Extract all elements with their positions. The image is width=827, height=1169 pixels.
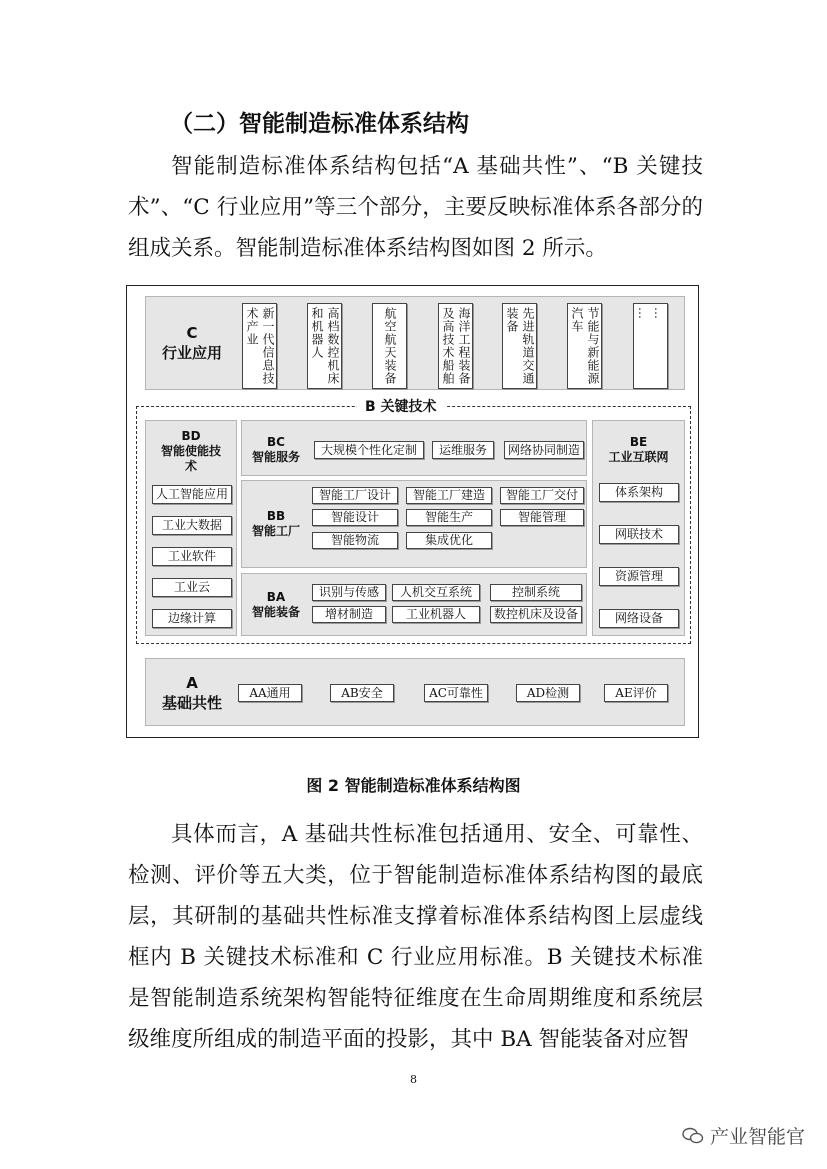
bb-name: 智能工厂 [251, 524, 300, 538]
bb-panel [241, 480, 587, 568]
bd-item: 工业软件 [152, 547, 232, 566]
be-code: BE [629, 435, 648, 449]
c-industry-item-text: 装备 [505, 307, 519, 333]
be-name: 工业互联网 [608, 450, 669, 464]
ba-item: 数控机床及设备 [490, 606, 582, 623]
c-industry-panel [145, 296, 685, 390]
wechat-icon [682, 1127, 704, 1145]
bc-item: 网络协同制造 [504, 441, 584, 459]
c-industry-item-text: … [652, 307, 666, 320]
bd-item: 人工智能应用 [152, 485, 232, 504]
bc-item: 运维服务 [432, 441, 494, 459]
bc-name: 智能服务 [251, 450, 300, 464]
bc-item: 大规模个性化定制 [314, 441, 424, 459]
be-item: 资源管理 [599, 567, 679, 586]
c-industry-item-text: … [636, 307, 650, 320]
bc-panel [241, 420, 587, 476]
bd-item: 边缘计算 [152, 609, 232, 628]
a-code: A [186, 674, 198, 692]
ba-panel [241, 573, 587, 636]
bd-item: 工业大数据 [152, 516, 232, 535]
figure-caption: 图 2 智能制造标准体系结构图 [306, 776, 521, 795]
ba-item: 控制系统 [490, 584, 582, 601]
be-item: 网联技术 [599, 525, 679, 544]
c-industry-item-text: 术产业 [245, 307, 259, 346]
section-heading: （二）智能制造标准体系结构 [170, 111, 469, 137]
bb-item: 智能生产 [406, 509, 492, 526]
bb-item: 智能管理 [500, 509, 584, 526]
bb-item: 智能物流 [312, 532, 398, 549]
a-foundation-panel [145, 658, 685, 726]
c-industry-item-text: 及高技术船舶 [441, 307, 455, 385]
c-industry-item-text: 海洋工程装备 [457, 307, 471, 385]
b-title: B 关键技术 [357, 396, 445, 416]
c-industry-item [372, 303, 407, 389]
watermark [682, 1122, 805, 1149]
c-industry-item-text: 节能与新能源 [586, 307, 600, 385]
c-industry-item-text: 和机器人 [310, 307, 324, 359]
c-code: C [186, 324, 198, 342]
page-number: 8 [410, 1073, 417, 1086]
ba-code: BA [266, 590, 286, 604]
bb-item: 智能工厂设计 [312, 487, 398, 504]
bb-item: 智能设计 [312, 509, 398, 526]
a-item: AB安全 [330, 684, 394, 702]
c-industry-item-text: 航空航天装备 [383, 307, 397, 385]
bb-item: 智能工厂交付 [500, 487, 584, 504]
c-industry-item [633, 303, 668, 389]
be-item: 网络设备 [599, 609, 679, 628]
bb-item: 智能工厂建造 [406, 487, 492, 504]
c-industry-item-text: 汽车 [570, 307, 584, 333]
c-industry-item-text: 新一代信息技 [261, 307, 275, 385]
be-panel [592, 420, 685, 636]
c-industry-item [567, 303, 602, 389]
standards-structure-diagram [126, 285, 699, 738]
bd-panel [145, 420, 237, 636]
c-industry-item [242, 303, 277, 389]
c-industry-item-text: 高档数控机床 [326, 307, 340, 385]
ba-item: 工业机器人 [392, 606, 480, 623]
bc-code: BC [267, 435, 285, 449]
intro-paragraph: 智能制造标准体系结构包括“A 基础共性”、“B 关键技术”、“C 行业应用”等三个部分，主要反映标准体系各部分的组成关系。智能制造标准体系结构图如图 2 所示。 [128, 154, 703, 261]
ba-item: 识别与传感 [312, 584, 386, 601]
bd-item: 工业云 [152, 578, 232, 597]
bd-code: BD [181, 429, 201, 443]
bb-code: BB [266, 509, 286, 523]
bb-item: 集成优化 [406, 532, 492, 549]
watermark-text: 产业智能官 [709, 1126, 805, 1148]
body-paragraph: 具体而言，A 基础共性标准包括通用、安全、可靠性、检测、评价等五大类，位于智能制造标准体系结构图的最底层，其研制的基础共性标准支撑着标准体系结构图上层虚线框内 B 关键技术标准和 C 行业应用标准。B 关键技术标准是智能制造系统架构智能特征维度在生命周期维度和系统层级维度所组成的制造平面的投影，其中 BA 智能装备对应智 [128, 822, 703, 1052]
ba-item: 增材制造 [312, 606, 386, 623]
c-name: 行业应用 [161, 344, 222, 362]
a-item: AC可靠性 [424, 684, 488, 702]
c-industry-item-text: 先进轨道交通 [521, 307, 535, 385]
a-item: AA通用 [238, 684, 302, 702]
c-industry-item [307, 303, 342, 389]
c-industry-item [502, 303, 537, 389]
c-industry-item [438, 303, 473, 389]
bd-name: 智能使能技术 [160, 444, 221, 473]
ba-name: 智能装备 [251, 605, 300, 619]
a-name: 基础共性 [161, 694, 222, 712]
ba-item: 人机交互系统 [392, 584, 480, 601]
a-item: AD检测 [516, 684, 580, 702]
a-item: AE评价 [604, 684, 668, 702]
be-item: 体系架构 [599, 483, 679, 502]
